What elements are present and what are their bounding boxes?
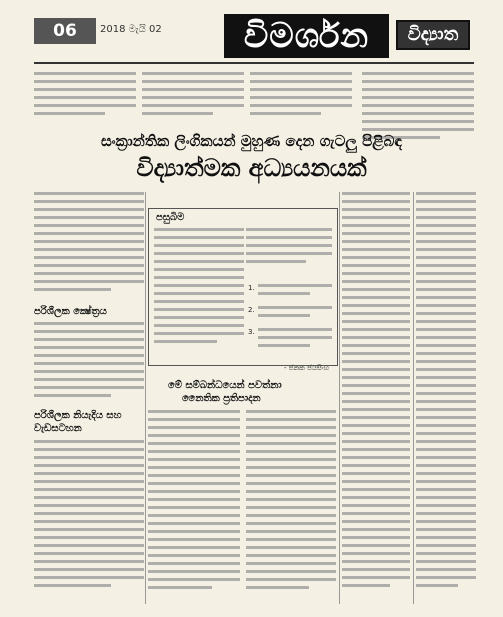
page-number: 06 — [34, 18, 96, 44]
text-column-right-1 — [342, 192, 410, 604]
column-divider-2 — [339, 192, 340, 604]
subhead-center-2: නෛතික ප්‍රතිපාදන — [182, 393, 261, 404]
text-column-center-1 — [148, 410, 240, 605]
text-column-left-2 — [34, 322, 144, 408]
text-column-top-2 — [142, 72, 244, 124]
subhead-center: මේ සම්බන්ධයෙන් පවත්නා — [168, 380, 282, 391]
box-item-3-text — [258, 328, 332, 354]
text-column-right-2 — [416, 192, 476, 604]
headline-line-2: විද්‍යාත්මක අධ්‍යයනයක් — [136, 154, 367, 182]
issue-date: 2018 මැයි 02 — [100, 24, 162, 35]
masthead-title: විමර්ශන — [224, 14, 389, 58]
box-item-3: 3. — [248, 328, 255, 336]
box-title: පසුබිම — [156, 212, 185, 223]
subhead-left-1: පරිශීලක ක්‍ෂේත්‍රය — [34, 306, 107, 317]
text-column-top-1 — [34, 72, 136, 124]
subhead-left-2b: වැඩසටහන — [34, 423, 82, 434]
text-column-center-2 — [246, 410, 336, 605]
box-item-2: 2. — [248, 306, 255, 314]
text-column-left-3 — [34, 440, 144, 605]
box-item-1: 1. — [248, 284, 255, 292]
section-label: විද්‍යාත — [396, 20, 470, 50]
headline-line-1: සංක්‍රාන්තික ලිංගිකයන් මුහුණ දෙන ගැටලු පිළිබඳ — [100, 132, 403, 150]
box-text-left — [154, 228, 244, 358]
text-column-left — [34, 192, 144, 302]
box-item-1-text — [258, 284, 332, 302]
subhead-left-2: පරිශීලක නියැදිය සහ — [34, 410, 122, 421]
box-text-right — [246, 228, 332, 270]
text-column-top-3 — [250, 72, 352, 124]
page-header — [34, 12, 474, 64]
signature-line: - ජනක ජයසිංහ — [284, 364, 330, 372]
box-item-2-text — [258, 306, 332, 324]
column-divider-1 — [145, 192, 146, 604]
column-divider-3 — [413, 192, 414, 604]
